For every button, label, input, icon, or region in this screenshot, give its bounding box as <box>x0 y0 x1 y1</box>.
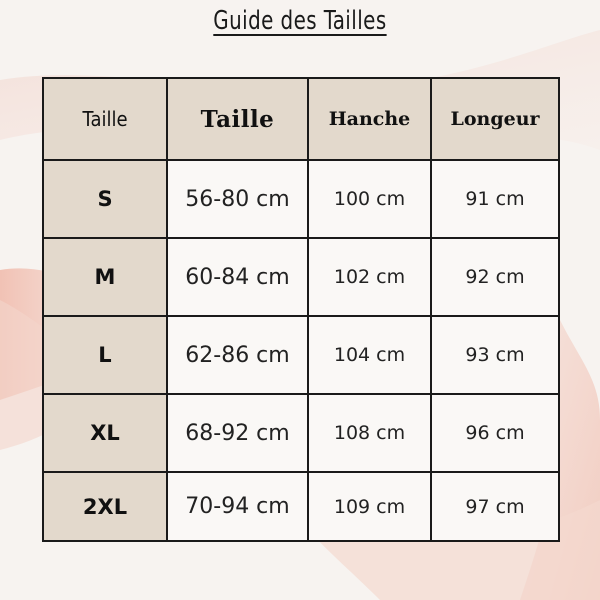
page-title <box>0 6 600 36</box>
hip-value: 108 cm <box>308 394 431 472</box>
header-waist: Taille <box>167 78 308 160</box>
header-size: Taille <box>43 78 167 160</box>
waist-value: 56-80 cm <box>167 160 308 238</box>
waist-value: 62-86 cm <box>167 316 308 394</box>
hip-value: 109 cm <box>308 472 431 541</box>
size-label: 2XL <box>43 472 167 541</box>
size-guide-table <box>42 77 560 542</box>
length-value: 97 cm <box>431 472 559 541</box>
waist-value: 70-94 cm <box>167 472 308 541</box>
length-value: 91 cm <box>431 160 559 238</box>
length-value: 93 cm <box>431 316 559 394</box>
size-label: L <box>43 316 167 394</box>
length-value: 92 cm <box>431 238 559 316</box>
waist-value: 60-84 cm <box>167 238 308 316</box>
header-length: Longeur <box>431 78 559 160</box>
table-row <box>43 160 559 238</box>
size-label: S <box>43 160 167 238</box>
size-label: M <box>43 238 167 316</box>
table-row <box>43 394 559 472</box>
hip-value: 100 cm <box>308 160 431 238</box>
table-row <box>43 316 559 394</box>
header-hip: Hanche <box>308 78 431 160</box>
size-label: XL <box>43 394 167 472</box>
table-row <box>43 238 559 316</box>
hip-value: 102 cm <box>308 238 431 316</box>
length-value: 96 cm <box>431 394 559 472</box>
waist-value: 68-92 cm <box>167 394 308 472</box>
hip-value: 104 cm <box>308 316 431 394</box>
table-row <box>43 472 559 541</box>
table-header-row <box>43 78 559 160</box>
title-text: Guide des Tailles <box>213 6 387 36</box>
